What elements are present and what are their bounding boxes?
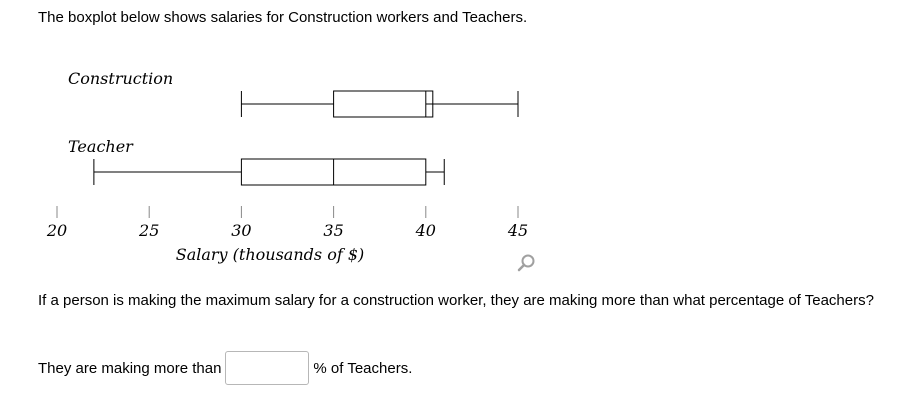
intro-text: The boxplot below shows salaries for Construction workers and Teachers. [38,9,528,26]
x-tick-label: 25 [139,221,160,240]
answer-row [38,350,412,386]
percentage-input[interactable] [225,351,309,385]
construction-box [334,91,433,117]
x-axis-label: Salary (thousands of $) [175,245,365,264]
x-tick-label: 45 [507,221,529,240]
x-tick-label: 40 [415,221,436,240]
question-prompt: If a person is making the maximum salary for a construction worker, they are making more than what percentage of Teachers? [38,292,874,309]
answer-suffix: % of Teachers. [313,359,413,377]
zoom-icon[interactable] [516,252,538,274]
x-tick-label: 20 [46,221,68,240]
answer-prefix: They are making more than [38,359,222,377]
x-tick-label: 30 [231,221,252,240]
x-tick-label: 35 [323,221,344,240]
series-label-teacher: Teacher [68,137,133,156]
series-label-construction: Construction [68,69,174,88]
